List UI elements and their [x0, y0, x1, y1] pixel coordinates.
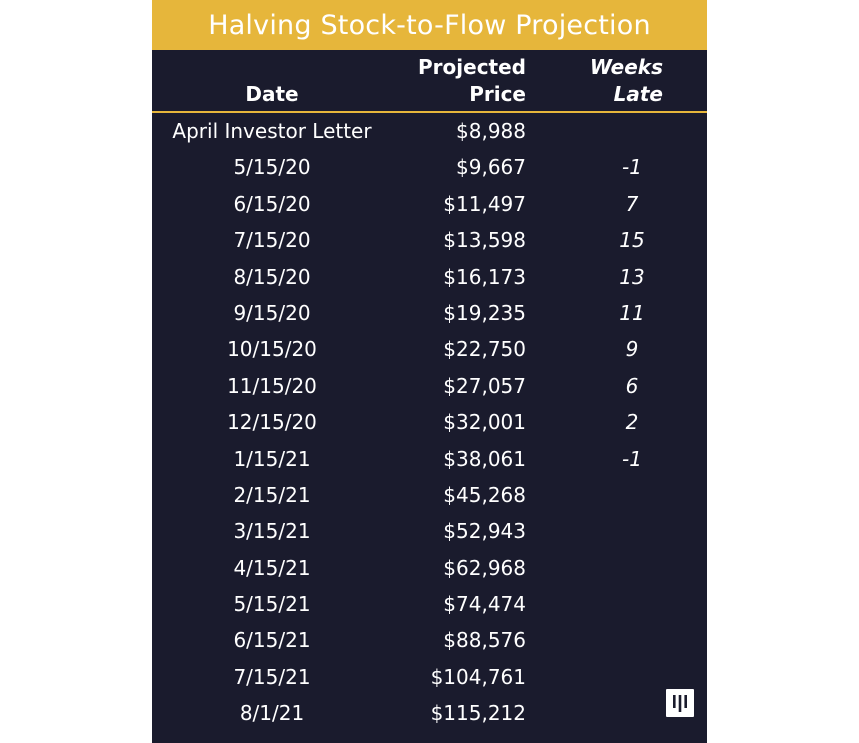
table-row [152, 622, 707, 658]
table-row [152, 586, 707, 622]
cell-date: April Investor Letter [172, 119, 372, 143]
table-row [152, 659, 707, 695]
cell-projected-price: $19,235 [443, 300, 526, 325]
cell-date: 7/15/21 [233, 664, 311, 689]
cell-weeks-late: 7 [625, 191, 639, 216]
table-row [152, 513, 707, 549]
brand-logo-icon [666, 689, 694, 717]
cell-weeks-late: -1 [622, 446, 642, 471]
cell-projected-price: $45,268 [443, 482, 526, 507]
table-header [152, 50, 707, 113]
table-title: Halving Stock-to-Flow Projection [208, 9, 651, 41]
cell-date: 3/15/21 [233, 519, 311, 544]
cell-projected-price: $62,968 [443, 555, 526, 580]
cell-date: 6/15/21 [233, 628, 311, 653]
cell-weeks-late: 6 [625, 373, 639, 398]
cell-projected-price: $115,212 [430, 701, 526, 726]
cell-weeks-late: 13 [619, 264, 645, 289]
cell-projected-price: $11,497 [443, 191, 526, 216]
cell-projected-price: $8,988 [456, 119, 526, 143]
table-body [152, 113, 707, 732]
cell-projected-price: $32,001 [443, 410, 526, 435]
cell-date: 10/15/20 [227, 337, 317, 362]
header-weeks-line2: Late [613, 82, 663, 106]
table-row [152, 149, 707, 185]
cell-weeks-late: 9 [625, 337, 639, 362]
cell-projected-price: $13,598 [443, 228, 526, 253]
table-row [152, 477, 707, 513]
table-row [152, 186, 707, 222]
table-row [152, 695, 707, 731]
header-date-label: Date [245, 82, 299, 106]
cell-date: 7/15/20 [233, 228, 311, 253]
cell-date: 5/15/21 [233, 592, 311, 617]
cell-projected-price: $52,943 [443, 519, 526, 544]
cell-weeks-late: 11 [619, 300, 645, 325]
cell-date: 5/15/20 [233, 155, 311, 180]
cell-date: 8/15/20 [233, 264, 311, 289]
table-row [152, 295, 707, 331]
table-row [152, 441, 707, 477]
cell-projected-price: $9,667 [456, 155, 526, 180]
cell-projected-price: $88,576 [443, 628, 526, 653]
cell-projected-price: $74,474 [443, 592, 526, 617]
cell-projected-price: $104,761 [430, 664, 526, 689]
projection-table-card [152, 0, 707, 743]
header-weeks-late [590, 54, 663, 108]
cell-projected-price: $22,750 [443, 337, 526, 362]
cell-projected-price: $16,173 [443, 264, 526, 289]
cell-date: 6/15/20 [233, 191, 311, 216]
header-price-line1: Projected [418, 55, 526, 79]
cell-weeks-late: 15 [619, 228, 645, 253]
title-bar [152, 0, 707, 50]
table-row [152, 222, 707, 258]
cell-weeks-late: -1 [622, 155, 642, 180]
table-row [152, 368, 707, 404]
cell-date: 11/15/20 [227, 373, 317, 398]
cell-date: 4/15/21 [233, 555, 311, 580]
table-row [152, 550, 707, 586]
cell-projected-price: $38,061 [443, 446, 526, 471]
cell-date: 8/1/21 [239, 701, 305, 726]
header-projected-price [418, 54, 526, 108]
table-row [152, 259, 707, 295]
header-weeks-line1: Weeks [589, 55, 663, 79]
cell-date: 2/15/21 [233, 482, 311, 507]
table-row [152, 331, 707, 367]
cell-date: 12/15/20 [227, 410, 317, 435]
header-price-line2: Price [469, 82, 526, 106]
table-row [152, 113, 707, 149]
cell-projected-price: $27,057 [443, 373, 526, 398]
table-row [152, 404, 707, 440]
cell-weeks-late: 2 [625, 410, 639, 435]
cell-date: 1/15/21 [233, 446, 311, 471]
cell-date: 9/15/20 [233, 300, 311, 325]
